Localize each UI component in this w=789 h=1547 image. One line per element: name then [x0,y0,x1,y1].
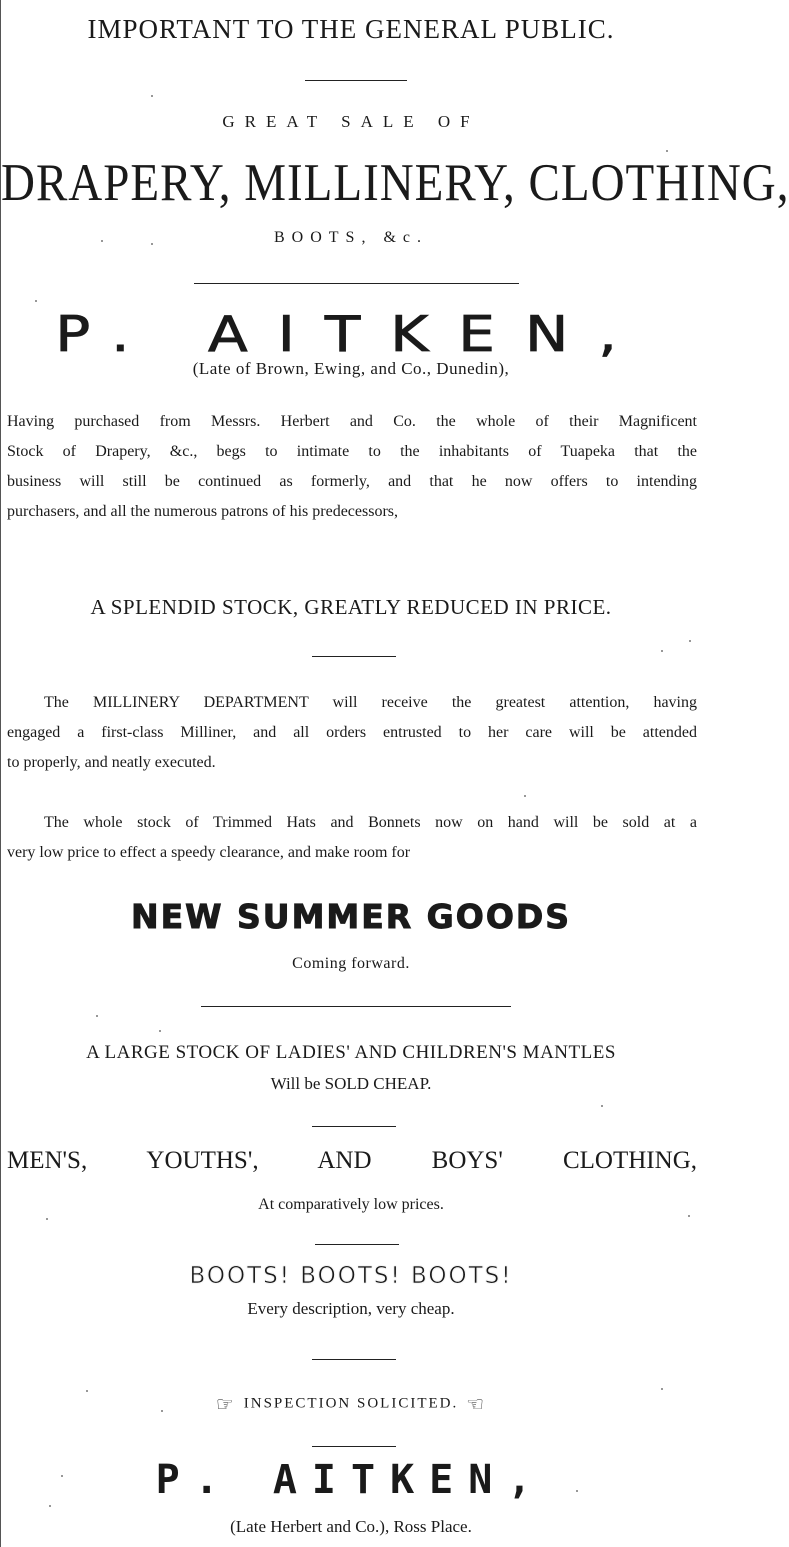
print-speck [101,240,103,242]
print-speck [601,1105,603,1107]
print-speck [46,1218,48,1220]
divider-7 [312,1359,396,1360]
print-speck [688,1215,690,1217]
divider-8 [312,1446,396,1447]
sale-goods-headline: DRAPERY, MILLINERY, CLOTHING, [1,153,789,213]
announcement-paragraph [7,407,697,527]
divider-5 [312,1126,396,1127]
print-speck [689,640,691,642]
clothing-subline: At comparatively low prices. [258,1196,444,1213]
divider-4 [201,1006,511,1007]
hats-line: very low price to effect a speedy clearance, and make room for [7,844,411,861]
clothing-headline: MEN'S, YOUTHS', AND BOYS' CLOTHING, [7,1147,697,1174]
print-speck [151,95,153,97]
announcement-line: business will still be continued as formerly, and that he now offers to intending [7,473,697,490]
merchant-formerly: (Late of Brown, Ewing, and Co., Dunedin), [192,359,510,378]
mantles-headline: A LARGE STOCK OF LADIES' AND CHILDREN'S MANTLES [86,1042,616,1063]
sale-boots-line: BOOTS, &c. [274,229,428,246]
print-speck [661,650,663,652]
new-summer-goods-headline: NEW SUMMER GOODS [130,897,572,936]
print-speck [96,1015,98,1017]
inspection-text: INSPECTION SOLICITED. [243,1395,459,1412]
millinery-paragraph [7,688,697,778]
announcement-line: Stock of Drapery, &c., begs to intimate to the inhabitants of Tuapeka that the [7,443,697,460]
print-speck [161,1410,163,1412]
millinery-line: engaged a first-class Milliner, and all orders entrusted to her care will be attended [7,724,697,741]
announcement-line: Having purchased from Messrs. Herbert and Co. the whole of their Magnificent [7,413,697,430]
inspection-line [1,1392,701,1416]
divider-6 [315,1244,399,1245]
print-speck [151,243,153,245]
print-speck [666,150,668,152]
footer-merchant-name: P. AITKEN, [155,1457,547,1503]
print-speck [86,1390,88,1392]
footer-address: (Late Herbert and Co.), Ross Place. [230,1517,472,1536]
print-speck [661,1388,663,1390]
merchant-name-headline: P. AITKEN, [55,305,647,363]
pointing-hand-right-icon: ☞ [215,1392,236,1416]
hats-line: The whole stock of Trimmed Hats and Bonnets now on hand will be sold at a [44,814,697,831]
millinery-line: The MILLINERY DEPARTMENT will receive the greatest attention, having [44,694,697,711]
splendid-stock-line: A SPLENDID STOCK, GREATLY REDUCED IN PRICE. [90,595,612,619]
divider-1 [305,80,407,81]
print-speck [61,1475,63,1477]
print-speck [35,300,37,302]
coming-forward-line: Coming forward. [292,955,410,972]
pointing-hand-left-icon: ☜ [466,1392,487,1416]
hats-paragraph [7,808,697,868]
divider-3 [312,656,396,657]
announcement-line: purchasers, and all the numerous patrons of his predecessors, [7,503,398,520]
sale-intro: GREAT SALE OF [222,112,480,131]
boots-subline: Every description, very cheap. [247,1299,455,1318]
mantles-subline: Will be SOLD CHEAP. [270,1074,432,1093]
divider-2 [194,283,519,284]
print-speck [159,1030,161,1032]
print-speck [524,795,526,797]
millinery-line: to properly, and neatly executed. [7,754,216,771]
boots-headline: BOOTS! BOOTS! BOOTS! [189,1263,513,1289]
print-speck [576,1490,578,1492]
page-title: IMPORTANT TO THE GENERAL PUBLIC. [87,14,615,44]
print-speck [49,1505,51,1507]
